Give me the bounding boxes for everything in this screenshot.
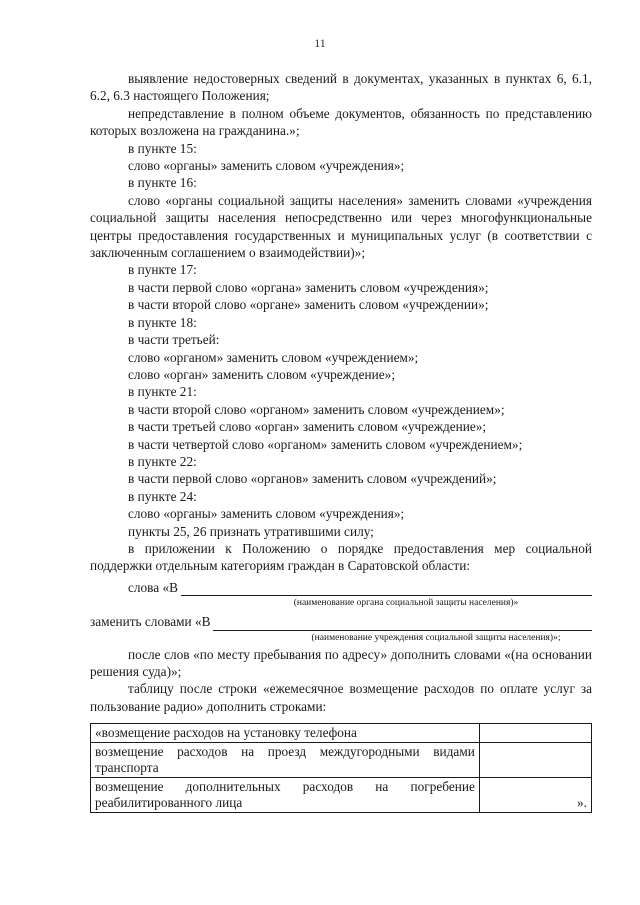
table-cell-value: [479, 724, 591, 743]
addition-table: [90, 723, 592, 813]
words-fill-line: [181, 582, 592, 596]
paragraph: в части второй слово «органом» заменить словом «учреждением»;: [128, 401, 505, 417]
paragraph: в пункте 24:: [128, 488, 197, 504]
paragraph: слово «орган» заменить словом «учреждение»;: [128, 366, 396, 382]
paragraph: выявление недостоверных сведений в документах, указанных в пунктах 6, 6.1, 6.2, 6.3 настоящего Положения;: [90, 71, 592, 104]
paragraph: в части первой слово «органа» заменить словом «учреждения»;: [128, 279, 489, 295]
document-body: [90, 70, 592, 715]
page-number: 11: [314, 36, 326, 50]
paragraph: в пункте 18:: [128, 314, 197, 330]
paragraph: в части первой слово «органов» заменить словом «учреждений»;: [128, 471, 497, 487]
table-row: [91, 724, 592, 743]
words-caption: (наименование органа социальной защиты населения)»: [293, 598, 519, 609]
table-row: [91, 778, 592, 813]
replace-fill-line: [213, 617, 592, 631]
paragraph: в части второй слово «органе» заменить словом «учреждении»;: [128, 297, 489, 313]
paragraph: в части четвертой слово «органом» заменить словом «учреждением»;: [128, 436, 523, 452]
paragraph: в пункте 16:: [128, 175, 197, 191]
paragraph: после слов «по месту пребывания по адресу» дополнить словами «(на основании решения суда)»;: [90, 646, 592, 679]
table-row: [91, 743, 592, 778]
replace-lead: заменить словами «В: [90, 614, 211, 630]
paragraph: в части третьей:: [128, 332, 220, 348]
table-cell-name: возмещение дополнительных расходов на погребение реабилитированного лица: [91, 778, 480, 813]
replace-fill-row: [90, 613, 592, 630]
paragraph: слово «органом» заменить словом «учреждением»;: [128, 349, 419, 365]
paragraph: в пункте 22:: [128, 453, 197, 469]
table-cell-value: [479, 743, 591, 778]
paragraph: в части третьей слово «орган» заменить словом «учреждение»;: [128, 419, 487, 435]
paragraph: непредставление в полном объеме документов, обязанность по представлению которых возложена на гражданина.»;: [90, 105, 592, 139]
words-lead: слова «В: [128, 579, 179, 595]
replace-caption: (наименование учреждения социальной защиты населения)»;: [311, 632, 561, 643]
paragraph: слово «органы социальной защиты населения» заменить словами «учреждения социальной защиты населения непосредственно или через многофункциональные центры предоставления государственных и муниципальных услуг (в соответствии с заключенным соглашением о взаимодействии)»;: [90, 192, 592, 261]
paragraph: пункты 25, 26 признать утратившими силу;: [128, 523, 374, 539]
table-cell-name: возмещение расходов на проезд междугородными видами транспорта: [91, 743, 480, 778]
paragraph: в приложении к Положению о порядке предоставления мер социальной поддержки отдельным категориям граждан в Саратовской области:: [90, 540, 592, 574]
table-cell-name: «возмещение расходов на установку телефона: [91, 724, 480, 743]
paragraph: слово «органы» заменить словом «учреждения»;: [128, 506, 405, 522]
words-fill-row: [90, 579, 592, 596]
paragraph: таблицу после строки «ежемесячное возмещение расходов по оплате услуг за пользование радио» дополнить строками:: [90, 681, 592, 714]
paragraph: в пункте 15:: [128, 140, 197, 156]
paragraph: в пункте 21:: [128, 384, 197, 400]
paragraph: слово «органы» заменить словом «учреждения»;: [128, 158, 405, 174]
table-cell-value: ».: [479, 778, 591, 813]
paragraph: в пункте 17:: [128, 262, 197, 278]
